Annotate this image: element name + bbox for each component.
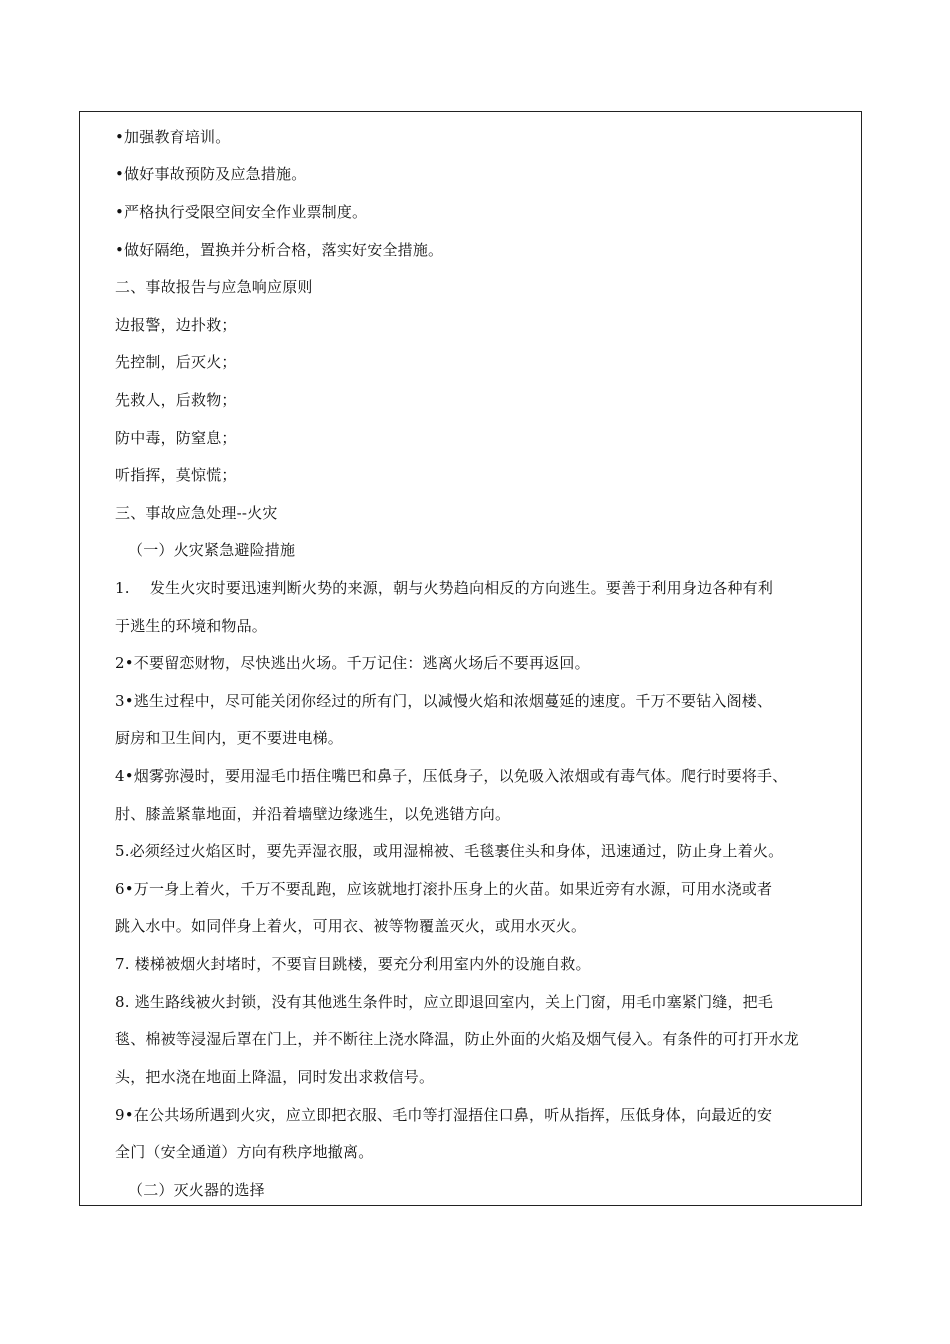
paragraph-line: 毯、棉被等浸湿后罩在门上，并不断往上浇水降温，防止外面的火焰及烟气侵入。有条件的可打开水龙 [115, 1030, 800, 1048]
paragraph-line: 头，把水浇在地面上降温，同时发出求救信号。 [115, 1068, 435, 1086]
bullet-line: •加强教育培训。 [115, 128, 231, 146]
paragraph-line: 2•不要留恋财物，尽快逃出火场。千万记住：逃离火场后不要再返回。 [115, 654, 590, 672]
paragraph-line: 全门（安全通道）方向有秩序地撤离。 [115, 1143, 374, 1161]
principle-line: 防中毒，防窒息； [115, 429, 237, 447]
section-heading: 三、事故应急处理--火灾 [115, 504, 278, 522]
bullet-line: •做好隔绝，置换并分析合格，落实好安全措施。 [115, 241, 444, 259]
principle-line: 听指挥，莫惊慌； [115, 466, 237, 484]
paragraph-line: 厨房和卫生间内，更不要进电梯。 [115, 729, 344, 747]
paragraph-line: 6•万一身上着火，千万不要乱跑，应该就地打滚扑压身上的火苗。如果近旁有水源，可用水浇或者 [115, 880, 773, 898]
paragraph-line: 于逃生的环境和物品。 [115, 617, 268, 635]
section-heading: 二、事故报告与应急响应原则 [115, 278, 313, 296]
bullet-line: •做好事故预防及应急措施。 [115, 165, 307, 183]
paragraph-line: 9•在公共场所遇到火灾，应立即把衣服、毛巾等打湿捂住口鼻，听从指挥，压低身体，向最近的安 [115, 1106, 773, 1124]
bullet-line: •严格执行受限空间安全作业票制度。 [115, 203, 368, 221]
principle-line: 先救人，后救物； [115, 391, 237, 409]
document-frame [79, 111, 862, 1206]
paragraph-line: 肘、膝盖紧靠地面，并沿着墙壁边缘逃生，以免逃错方向。 [115, 805, 511, 823]
paragraph-line: 1. 发生火灾时要迅速判断火势的来源，朝与火势趋向相反的方向逃生。要善于利用身边各种有利 [115, 579, 774, 597]
paragraph-line: 4•烟雾弥漫时，要用湿毛巾捂住嘴巴和鼻子，压低身子，以免吸入浓烟或有毒气体。爬行时要将手、 [115, 767, 788, 785]
paragraph-line: 3•逃生过程中，尽可能关闭你经过的所有门，以减慢火焰和浓烟蔓延的速度。千万不要钻入阁楼、 [115, 692, 773, 710]
paragraph-line: 跳入水中。如同伴身上着火，可用衣、被等物覆盖灭火，或用水灭火。 [115, 917, 587, 935]
paragraph-line: 5.必须经过火焰区时，要先弄湿衣服，或用湿棉被、毛毯裹住头和身体，迅速通过，防止身上着火。 [115, 842, 784, 860]
paragraph-line: 7. 楼梯被烟火封堵时，不要盲目跳楼，要充分利用室内外的设施自救。 [115, 955, 591, 973]
paragraph-line: 8. 逃生路线被火封锁，没有其他逃生条件时，应立即退回室内，关上门窗，用毛巾塞紧门缝，把毛 [115, 993, 774, 1011]
subsection-heading: （二）灭火器的选择 [128, 1181, 265, 1199]
subsection-heading: （一）火灾紧急避险措施 [128, 541, 296, 559]
principle-line: 先控制，后灭火； [115, 353, 237, 371]
principle-line: 边报警，边扑救； [115, 316, 237, 334]
